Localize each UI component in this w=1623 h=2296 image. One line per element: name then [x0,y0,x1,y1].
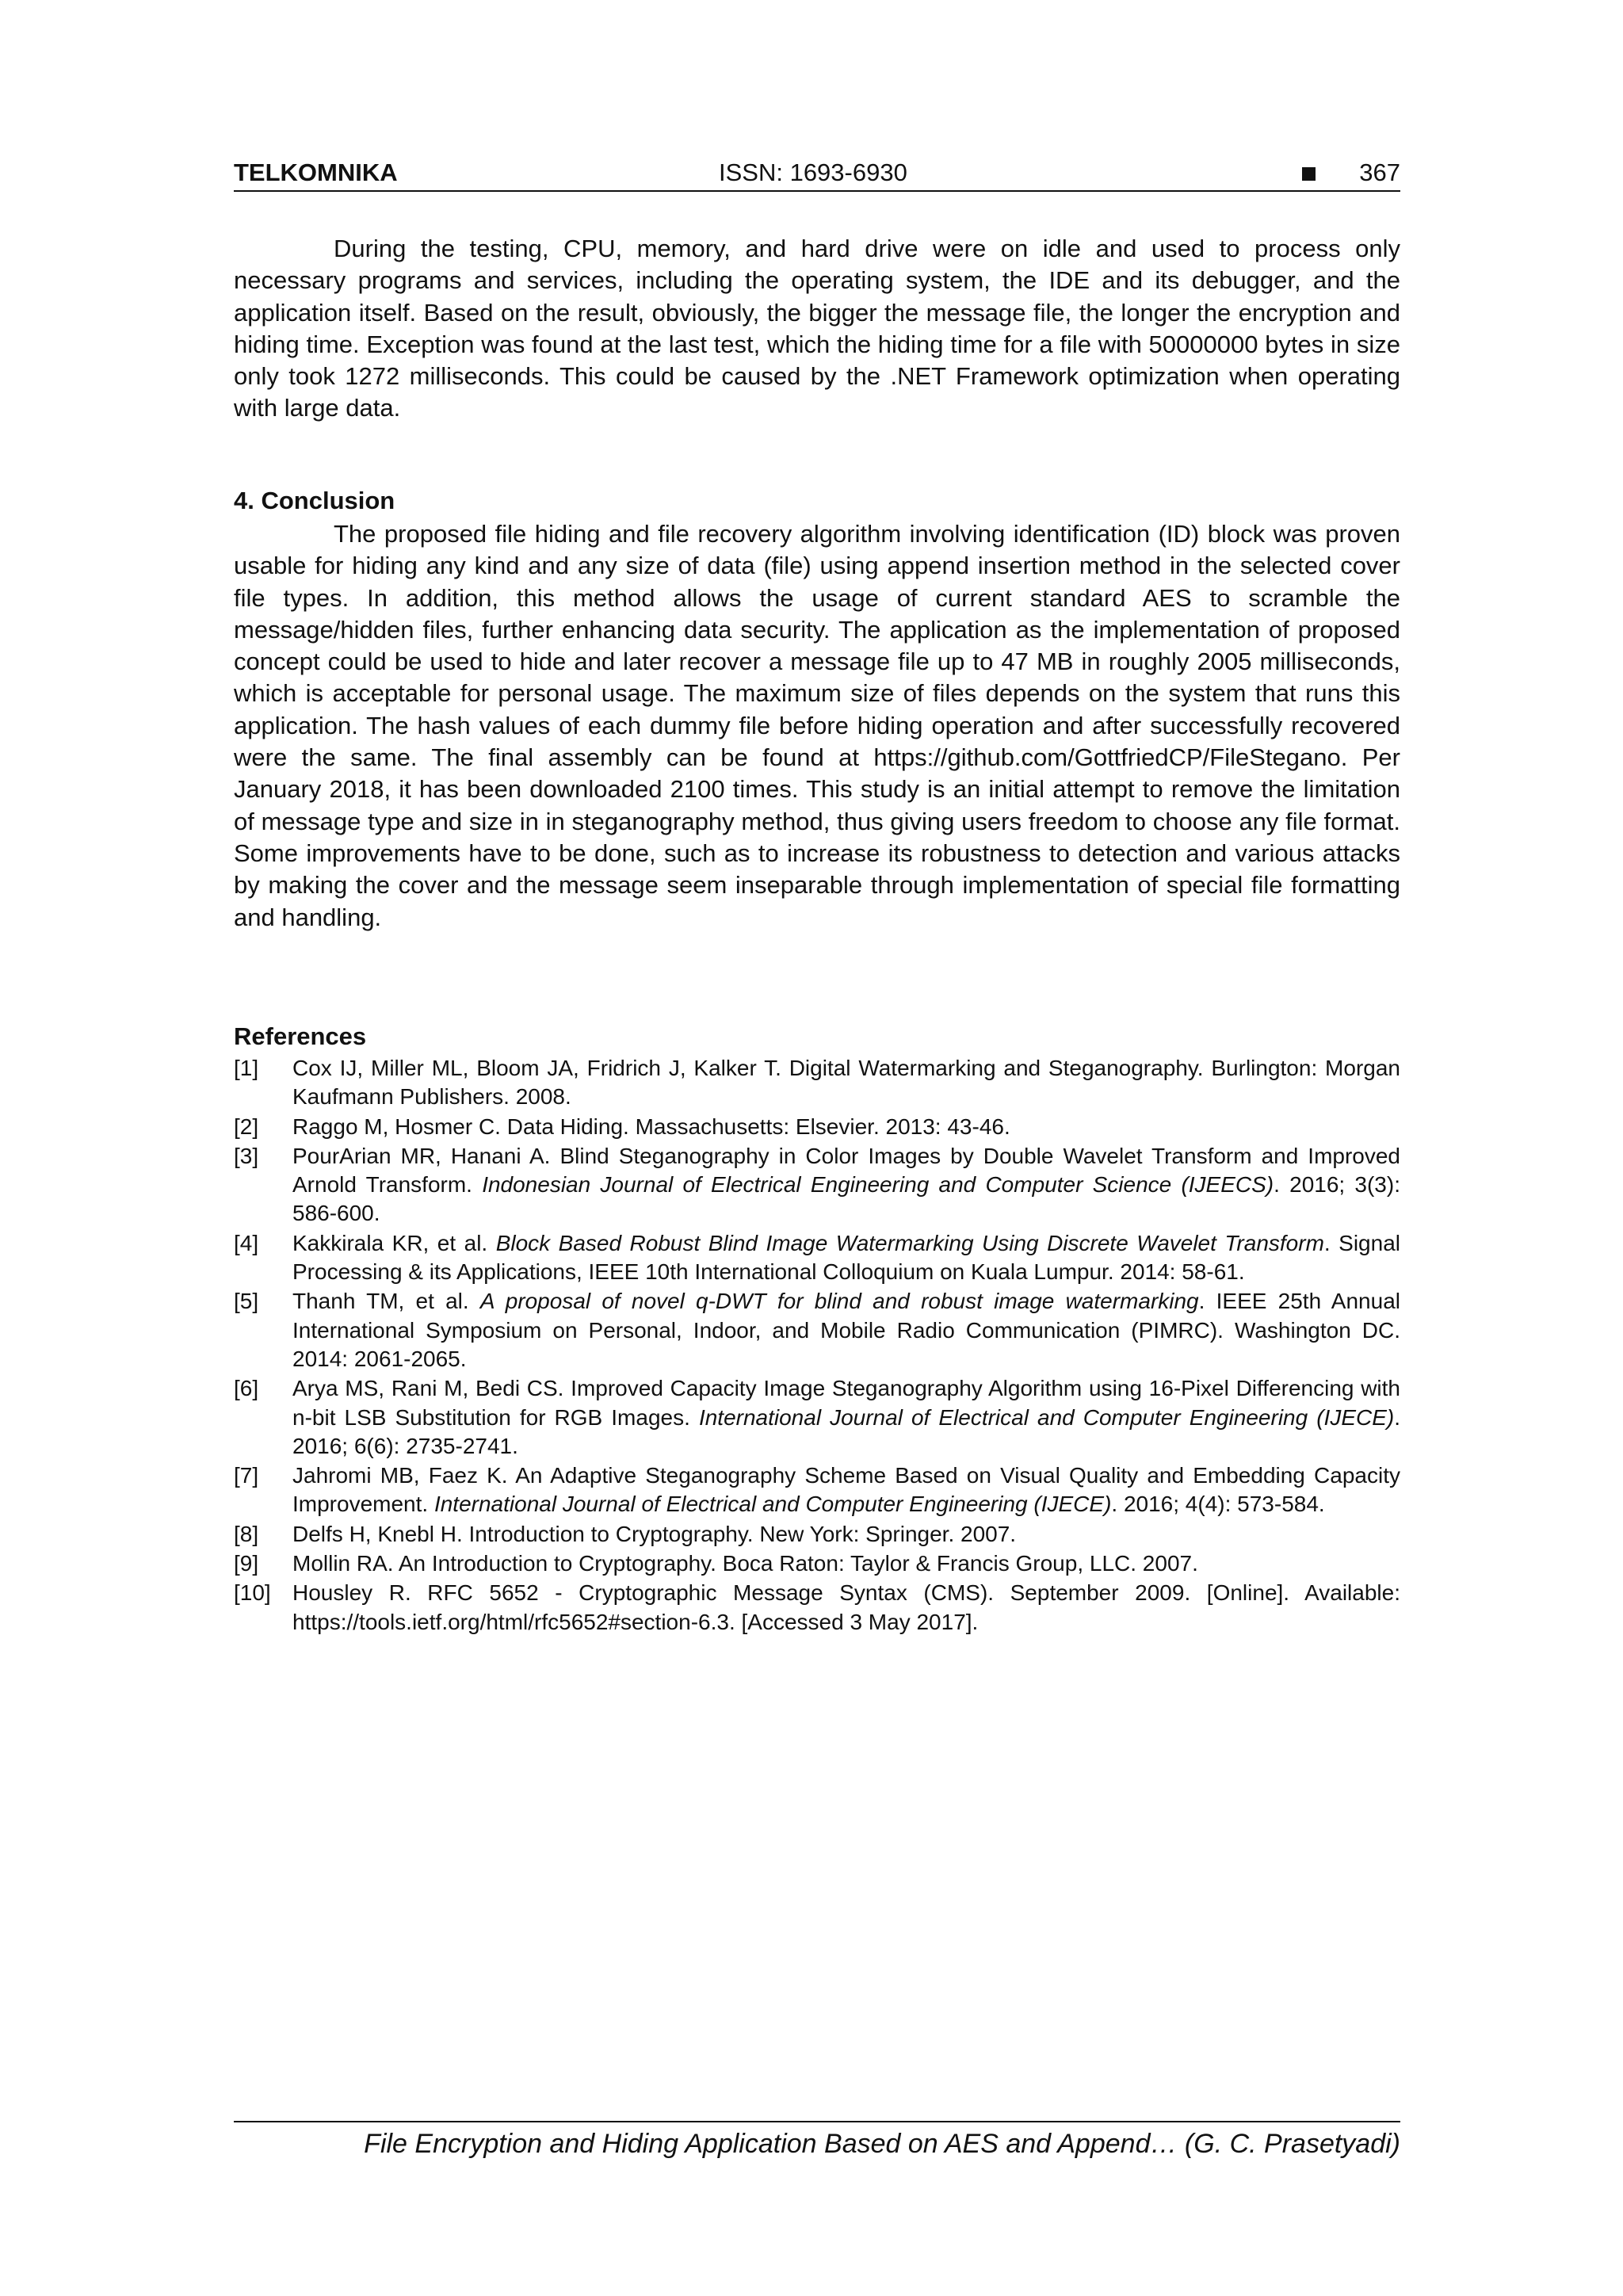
reference-part: Thanh TM, et al. [292,1289,480,1314]
reference-part: Jahromi MB, Faez K. An Adaptive Steganography Scheme Based on Visual Quality and Embedding Capacity Improvement. [292,1463,1400,1517]
paper-page [234,0,1400,2296]
reference-item [234,1549,1400,1578]
reference-text [292,1520,1400,1549]
reference-part: Housley R. RFC 5652 - Cryptographic Message Syntax (CMS). September 2009. [Online]. Available: https://tools.ietf.org/html/rfc5652#section-6.3. [Accessed 3 May 2017]. [292,1580,1400,1634]
reference-italic-part: A proposal of novel q-DWT for blind and robust image watermarking [479,1289,1199,1314]
page-footer [234,2121,1400,2160]
reference-part: Raggo M, Hosmer C. Data Hiding. Massachusetts: Elsevier. 2013: 43-46. [292,1114,1010,1139]
reference-part: . Signal Processing & its Applications, IEEE 10th International Colloquium on Kuala Lumpur. 2014: 58-61. [292,1230,1400,1285]
conclusion-paragraph: The proposed file hiding and file recovery algorithm involving identification (ID) block was proven usable for hiding any kind and any size of data (file) using append insertion method in the selected cover file types. In addition, this method allows the usage of current standard AES to scramble the message/hidden files, further enhancing data security. The application as the implementation of proposed concept could be used to hide and later recover a message file up to 47 MB in roughly 2005 milliseconds, which is acceptable for personal usage. The maximum size of files depends on the system that runs this application. The hash values of each dummy file before hiding operation and after successfully recovered were the same. The final assembly can be found at https://github.com/GottfriedCP/FileStegano. Per January 2018, it has been downloaded 2100 times. This study is an initial attempt to remove the limitation of message type and size in in steganography method, thus giving users freedom to choose any file format. Some improvements have to be done, such as to increase its robustness to detection and various attacks by making the cover and the message seem inseparable through implementation of special file formatting and handling. [234,520,1400,931]
reference-number: [2] [234,1114,259,1139]
reference-text [292,1287,1400,1373]
square-bullet-icon [1302,167,1316,181]
reference-number: [9] [234,1551,259,1576]
reference-number: [7] [234,1463,259,1488]
reference-text [292,1113,1400,1141]
reference-text [292,1549,1400,1578]
reference-item [234,1287,1400,1373]
reference-part: Cox IJ, Miller ML, Bloom JA, Fridrich J, Kalker T. Digital Watermarking and Steganography. Burlington: Morgan Kaufmann Publishers. 2008. [292,1056,1400,1110]
reference-text [292,1054,1400,1112]
references-list [234,1054,1400,1637]
reference-italic-part: International Journal of Electrical and Computer Engineering (IJECE) [698,1404,1395,1430]
page-number: 367 [1359,159,1400,186]
reference-italic-part: International Journal of Electrical and Computer Engineering (IJECE) [433,1492,1112,1517]
journal-name: TELKOMNIKA [234,159,398,186]
reference-part: Kakkirala KR, et al. [292,1230,496,1255]
reference-text [292,1579,1400,1637]
reference-part: Mollin RA. An Introduction to Cryptography. Boca Raton: Taylor & Francis Group, LLC. 2007. [292,1551,1198,1576]
reference-item [234,1520,1400,1549]
reference-number: [1] [234,1056,259,1080]
reference-part: Delfs H, Knebl H. Introduction to Cryptography. New York: Springer. 2007. [292,1521,1017,1546]
reference-text [292,1142,1400,1228]
reference-number: [4] [234,1230,259,1255]
reference-number: [5] [234,1289,259,1314]
reference-item [234,1461,1400,1519]
reference-italic-part: Indonesian Journal of Electrical Engineering and Computer Science (IJEECS) [482,1172,1274,1198]
reference-part: . IEEE 25th Annual International Symposium on Personal, Indoor, and Mobile Radio Communication (PIMRC). Washington DC. 2014: 2061-2065. [292,1289,1400,1371]
reference-item [234,1113,1400,1141]
reference-item [234,1229,1400,1287]
reference-number: [3] [234,1143,259,1168]
reference-number: [10] [234,1580,271,1606]
reference-text [292,1461,1400,1519]
reference-part: . 2016; 4(4): 573-584. [1111,1492,1325,1517]
reference-number: [6] [234,1376,259,1401]
references-title: References [234,1022,367,1050]
reference-text [292,1374,1400,1461]
reference-italic-part: Block Based Robust Blind Image Watermarking Using Discrete Wavelet Transform [495,1230,1324,1255]
reference-part: PourArian MR, Hanani A. Blind Steganography in Color Images by Double Wavelet Transform and Improved Arnold Transform. [292,1143,1400,1198]
page-header [234,155,1400,192]
reference-item [234,1054,1400,1112]
reference-item [234,1374,1400,1461]
reference-part: . 2016; 3(3): 586-600. [292,1172,1400,1226]
footer-text: File Encryption and Hiding Application Based on AES and Append… (G. C. Prasetyadi) [364,2129,1400,2159]
reference-part: . 2016; 6(6): 2735-2741. [292,1404,1401,1458]
reference-item [234,1142,1400,1228]
section-title: 4. Conclusion [234,487,395,514]
body-paragraph: During the testing, CPU, memory, and hard drive were on idle and used to process only necessary programs and services, including the operating system, the IDE and its debugger, and the application itself. Based on the result, obviously, the bigger the message file, the longer the encryption and hiding time. Exception was found at the last test, which the hiding time for a file with 50000000 bytes in size only took 1272 milliseconds. This could be caused by the .NET Framework optimization when operating with large data. [234,235,1400,422]
reference-item [234,1579,1400,1637]
issn: ISSN: 1693-6930 [719,159,907,186]
reference-part: Arya MS, Rani M, Bedi CS. Improved Capacity Image Steganography Algorithm using 16-Pixel Differencing with n-bit LSB Substitution for RGB Images. [292,1376,1400,1430]
reference-number: [8] [234,1521,259,1546]
reference-text [292,1229,1400,1287]
